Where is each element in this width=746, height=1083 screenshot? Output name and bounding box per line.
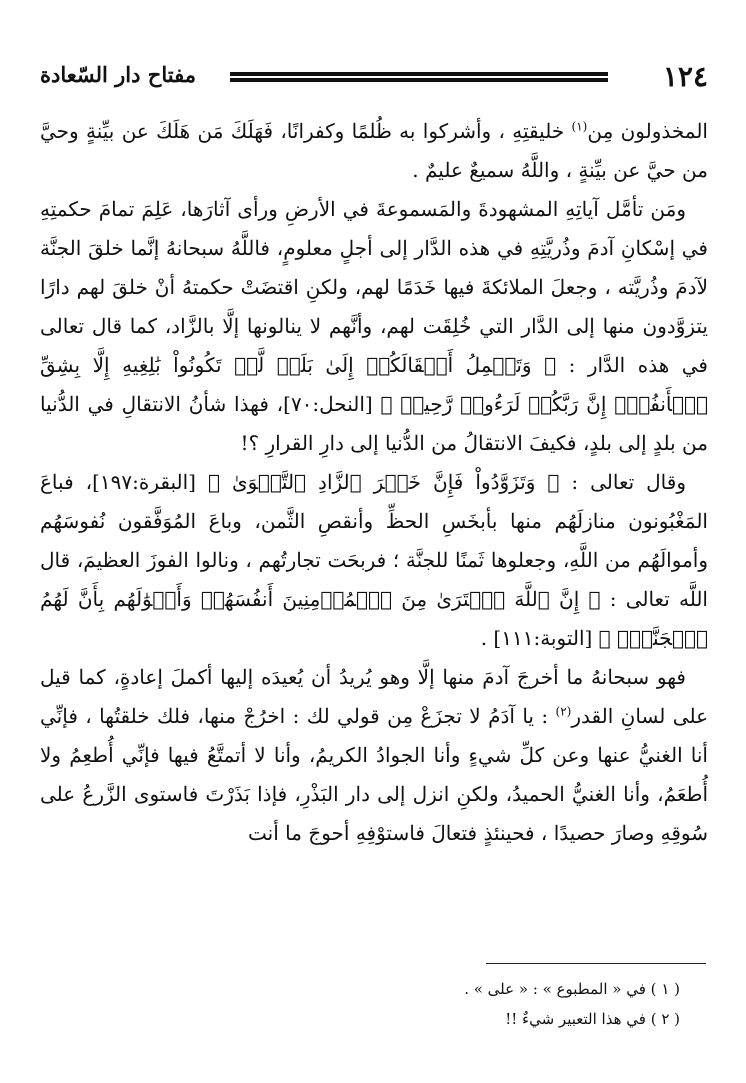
running-title: مفتاح دار السّعادة [40, 62, 196, 87]
header-double-rule [230, 72, 608, 82]
paragraph-4 [40, 658, 708, 853]
paragraph-text: فهو سبحانهُ ما أخرجَ آدمَ منها إلَّا وهو يُريدُ أن يُعيدَه إليها أكملَ إعادةٍ، كما قيل على لسانِ القدر [40, 665, 708, 728]
paragraph-2 [40, 190, 708, 463]
footnote-marker: (١) [571, 119, 588, 134]
paragraph-text: ومَن تأمَّل آياتِهِ المشهودةَ والمَسموعةَ في الأرضِ ورأى آثارَها، عَلِمَ تمامَ حكمتِهِ في إسْكانِ آدمَ وذُريَّتِهِ في هذه الدَّار إلى أجلٍ معلومٍ، فاللَّهُ سبحانهُ إنَّما خلقَ الجنَّة لآدمَ وذُريَّته ، وجعلَ الملائكةَ فيها خَدَمًا لهم، ولكنِ اقتضَتْ حكمتهُ أنْ خلقَ لهم دارًا يتزوَّدون منها إلى الدَّار التي خُلِقَت لهم، وأنَّهم لا ينالونها إلَّا بالزَّاد، كما قال تعالى في هذه الدَّار : ﴿ وَتَحۡمِلُ أَثۡقَالَكُمۡ إِلَىٰ بَلَدٖ لَّمۡ تَكُونُواْ بَٰلِغِيهِ إِلَّا بِشِقِّ ٱلۡأَنفُسِۚ إِنَّ رَبَّكُمۡ لَرَءُوفٞ رَّحِيمٞ ﴾ [النحل:٧٠]، فهذا شأنُ الانتقالِ في الدُّنيا من بلدٍ إلى بلدٍ، فكيفَ الانتقالُ من الدُّنيا إلى دارِ القرارِ ؟! [40, 197, 708, 455]
footnote-marker: (٢) [555, 704, 572, 719]
paragraph-1 [40, 112, 708, 190]
footnotes [80, 974, 680, 1034]
page-header [40, 58, 708, 98]
main-text [40, 112, 708, 853]
footnote-separator [486, 963, 706, 964]
footnote-1: ( ١ ) في « المطبوع » : « على » . [464, 980, 680, 998]
paragraph-text: خليقتِهِ ، وأشركوا به ظُلمًا وكفرانًا، فَهَلَكَ مَن هَلَكَ عن بيِّنةٍ وحيَّ من حيَّ عن بيِّنةٍ ، واللَّهُ سميعٌ عليمٌ . [40, 119, 708, 182]
paragraph-text: : يا آدَمُ لا تجزَعْ مِن قولي لك : اخرُجْ منها، فلك خلقتُها ، فإنِّي أنا الغنيُّ عنها وعن كلِّ شيءٍ وأنا الجوادُ الكريمُ، وأنا لا أتمتَّعُ فيها فإنِّي أُطعِمُ ولا أُطعَمُ، وأنا الغنيُّ الحميدُ، ولكنِ انزل إلى دار البَذْرِ، فإذا بَذَرْتَ فاستوى الزَّرعُ على سُوقِهِ وصارَ حصيدًا ، فحينئذٍ فتعالَ فاستوْفِهِ أحوجَ ما أنت [40, 704, 709, 845]
paragraph-3 [40, 463, 708, 658]
paragraph-text: المخذولون مِن [587, 119, 708, 143]
footnote-2: ( ٢ ) في هذا التعبير شيءٌ !! [505, 1010, 680, 1028]
paragraph-text: وقال تعالى : ﴿ وَتَزَوَّدُواْ فَإِنَّ خَيۡرَ ٱلزَّادِ ٱلتَّقۡوَىٰ ﴾ [البقرة:١٩٧]، فباعَ المَغْبُونون منازلَهُم منها بأبخَسِ الحظِّ وأنقصِ الثَّمن، وباعَ المُوَفَّقون نُفوسَهُم وأموالَهُم من اللَّهِ، وجعلوها ثَمنًا للجنَّة ؛ فربحَت تجارتُهم ، ونالوا الفوزَ العظيمَ، قال اللَّه تعالى : ﴿ إِنَّ ٱللَّهَ ٱشۡتَرَىٰ مِنَ ٱلۡمُؤۡمِنِينَ أَنفُسَهُمۡ وَأَمۡوَٰلَهُم بِأَنَّ لَهُمُ ٱلۡجَنَّةَۚ ﴾ [التوبة:١١١] . [40, 470, 708, 650]
page-number: ١٢٤ [662, 60, 708, 93]
